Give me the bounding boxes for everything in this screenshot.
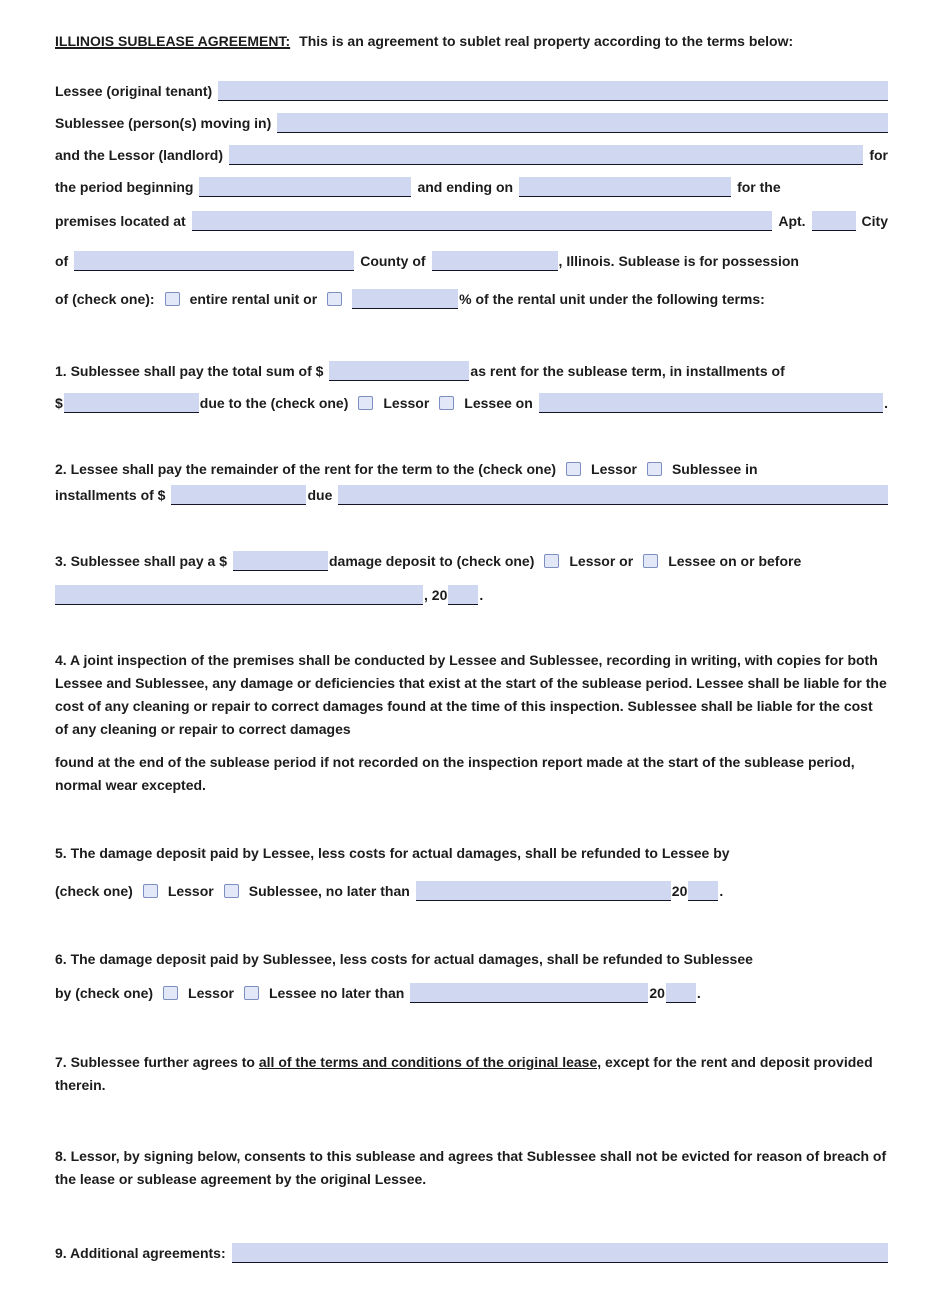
s2-due-date-field[interactable] (338, 485, 888, 505)
total-rent-field[interactable] (329, 361, 469, 381)
section2-text-b: installments of $ (55, 487, 166, 503)
dollar-sign-text: $ (55, 395, 63, 411)
of-check-one-label: of (check one): (55, 291, 155, 307)
s3-comma-20-text: , 20 (424, 587, 448, 603)
lessee-name-field[interactable] (218, 81, 888, 101)
s6-by-check-one-label: by (check one) (55, 985, 154, 1001)
rent-due-date-field[interactable] (539, 393, 883, 413)
s5-period-text: . (719, 883, 724, 899)
s2-lessor-label: Lessor (591, 461, 637, 477)
section1-line2 (55, 393, 888, 413)
section3-text-b: damage deposit to (check one) (329, 553, 535, 569)
city-label: City (861, 213, 888, 229)
section1-line1 (55, 361, 888, 381)
section4-paragraph2: found at the end of the sublease period if not recorded on the inspection report made at the start of the sublease period, normal wear excepted. (55, 754, 855, 793)
s5-twenty-text: 20 (671, 883, 688, 899)
s5-check-one-label: (check one) (55, 883, 133, 899)
entire-rental-label: entire rental unit or (189, 291, 318, 307)
sublessee-name-field[interactable] (277, 113, 888, 133)
document-intro-text: This is an agreement to sublet real property according to the terms below: (299, 33, 794, 49)
section9-label: 9. Additional agreements: (55, 1245, 226, 1261)
s2-installment-amount-field[interactable] (171, 485, 306, 505)
entire-unit-checkbox[interactable] (165, 292, 180, 306)
section5-text-a: 5. The damage deposit paid by Lessee, less costs for actual damages, shall be refunded to Lessee by (55, 845, 730, 861)
s1-lessee-on-label: Lessee on (464, 395, 533, 411)
section5-line1 (55, 843, 888, 863)
s1-period-text: . (884, 395, 888, 411)
apt-number-field[interactable] (812, 211, 856, 231)
section8-paragraph: 8. Lessor, by signing below, consents to this sublease and agrees that Sublessee shall not be evicted for reason of breach of the lease or sublease agreement by the original Lessee. (55, 1148, 887, 1187)
lessee-line (55, 81, 888, 101)
s3-lessor-or-label: Lessor or (569, 553, 634, 569)
s6-refund-date-field[interactable] (410, 983, 648, 1003)
deposit-amount-field[interactable] (233, 551, 328, 571)
percent-terms-label: % of the rental unit under the following terms: (459, 291, 765, 307)
premises-address-field[interactable] (192, 211, 773, 231)
document-title: ILLINOIS SUBLEASE AGREEMENT: (55, 33, 291, 49)
s2-sublessee-checkbox[interactable] (647, 462, 662, 476)
period-beginning-label: the period beginning (55, 179, 194, 195)
apt-label: Apt. (778, 213, 806, 229)
s6-lessor-checkbox[interactable] (163, 986, 178, 1000)
premises-line (55, 211, 888, 231)
section7-text-a: 7. Sublessee further agrees to (55, 1054, 259, 1070)
section2-line2 (55, 485, 888, 505)
sublessee-line (55, 113, 888, 133)
section3-text-a: 3. Sublessee shall pay a $ (55, 553, 227, 569)
s5-sublessee-checkbox[interactable] (224, 884, 239, 898)
installment-amount-field[interactable] (64, 393, 199, 413)
s6-period-text: . (696, 985, 701, 1001)
s1-lessor-label: Lessor (383, 395, 430, 411)
s3-lessee-checkbox[interactable] (643, 554, 658, 568)
s5-refund-date-field[interactable] (416, 881, 671, 901)
s2-lessor-checkbox[interactable] (566, 462, 581, 476)
section3-line1 (55, 551, 888, 571)
s3-period-text: . (479, 587, 484, 603)
s5-lessor-checkbox[interactable] (143, 884, 158, 898)
lessor-line (55, 145, 888, 165)
s5-no-later-label: Sublessee, no later than (248, 883, 410, 899)
premises-label: premises located at (55, 213, 186, 229)
additional-agreements-field[interactable] (232, 1243, 888, 1263)
section7-paragraph (55, 1051, 888, 1097)
illinois-text: , Illinois. Sublease is for possession (558, 253, 799, 269)
city-name-field[interactable] (74, 251, 354, 271)
s3-lessor-checkbox[interactable] (544, 554, 559, 568)
s5-lessor-label: Lessor (167, 883, 214, 899)
section1-text-c: due to the (check one) (199, 395, 349, 411)
s1-lessee-checkbox[interactable] (439, 396, 454, 410)
for-text: for (869, 147, 888, 163)
county-name-field[interactable] (432, 251, 558, 271)
period-line (55, 177, 888, 197)
county-of-label: County of (360, 253, 426, 269)
section6-line1 (55, 949, 888, 969)
s2-due-label: due (307, 487, 333, 503)
s6-lessor-label: Lessor (188, 985, 234, 1001)
section6-text-a: 6. The damage deposit paid by Sublessee, less costs for actual damages, shall be refunded to Sublessee (55, 951, 753, 967)
period-end-date-field[interactable] (519, 177, 731, 197)
s5-refund-year-field[interactable] (688, 881, 718, 901)
lessee-label: Lessee (original tenant) (55, 83, 213, 99)
lessor-label: and the Lessor (landlord) (55, 147, 224, 163)
deposit-due-date-field[interactable] (55, 585, 423, 605)
section2-line1 (55, 459, 888, 479)
section5-line2 (55, 881, 888, 901)
section7-underlined-text: all of the terms and conditions of the original lease, (258, 1054, 602, 1070)
s6-no-later-label: Lessee no later than (268, 985, 405, 1001)
of-text: of (55, 253, 69, 269)
s2-sublessee-in-label: Sublessee in (671, 461, 758, 477)
section6-line2 (55, 983, 888, 1003)
and-ending-on-label: and ending on (417, 179, 514, 195)
section3-line2 (55, 585, 888, 605)
s6-refund-year-field[interactable] (666, 983, 696, 1003)
s6-twenty-text: 20 (649, 985, 665, 1001)
for-the-text: for the (737, 179, 781, 195)
section2-text-a: 2. Lessee shall pay the remainder of the rent for the term to the (check one) (55, 461, 557, 477)
s1-lessor-checkbox[interactable] (358, 396, 373, 410)
section9-line (55, 1243, 888, 1263)
period-start-date-field[interactable] (199, 177, 411, 197)
document-header (55, 30, 888, 53)
s6-lessee-checkbox[interactable] (244, 986, 259, 1000)
city-county-line (55, 251, 888, 271)
s3-lessee-on-or-before-label: Lessee on or before (668, 553, 802, 569)
section1-text-a: 1. Sublessee shall pay the total sum of $ (55, 363, 324, 379)
percent-unit-checkbox[interactable] (327, 292, 342, 306)
section4-paragraph1: 4. A joint inspection of the premises shall be conducted by Lessee and Sublessee, recording in writing, with copies for both Lessee and Sublessee, any damage or deficiencies that exist at the start of the sublease period. Lessee shall be liable for the cost of any cleaning or repair to correct damages found at the time of this inspection. Sublessee shall be liable for the cost of any cleaning or repair to correct damages (55, 652, 887, 737)
section1-text-b: as rent for the sublease term, in installments of (470, 363, 785, 379)
percent-field[interactable] (352, 289, 458, 309)
deposit-year-field[interactable] (448, 585, 478, 605)
section7-text-c: except for the rent and deposit provided therein. (55, 1054, 873, 1093)
possession-line (55, 289, 888, 309)
sublessee-label: Sublessee (person(s) moving in) (55, 115, 272, 131)
lessor-name-field[interactable] (229, 145, 863, 165)
